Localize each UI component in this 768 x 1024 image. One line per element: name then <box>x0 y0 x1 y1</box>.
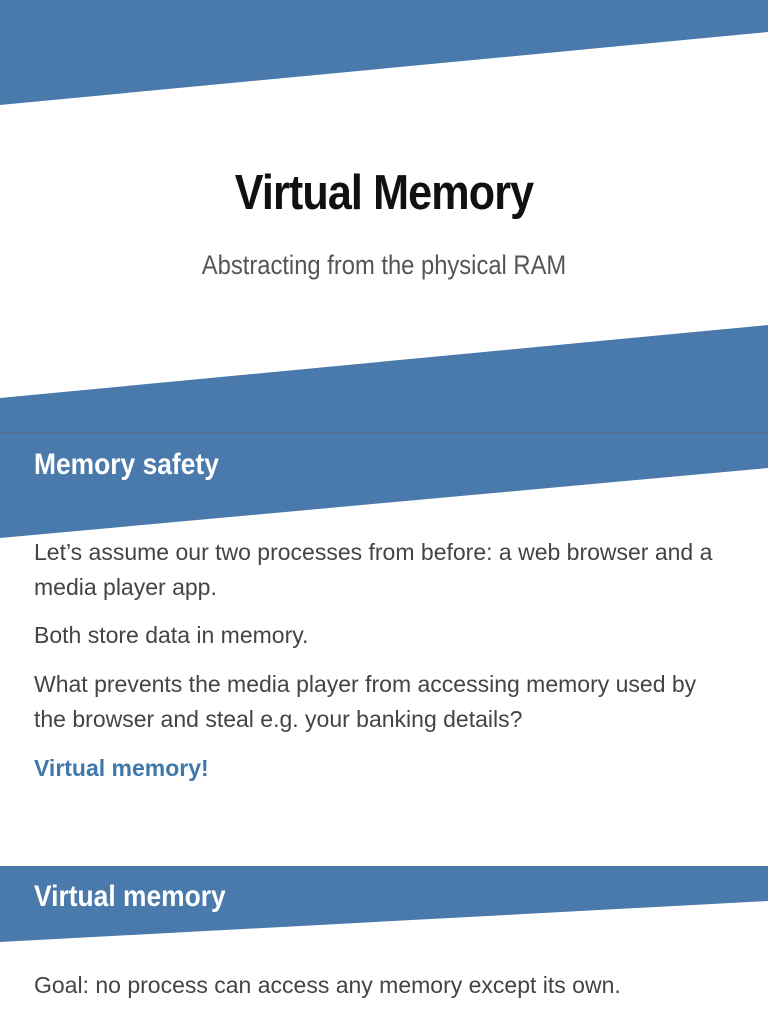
slide-subtitle: Abstracting from the physical RAM <box>201 250 567 280</box>
virtual-memory-slide <box>0 866 768 1024</box>
paragraph-goal: Goal: no process can access any memory except its own. <box>34 972 621 998</box>
memory-safety-slide <box>0 433 768 866</box>
paragraph-processes: Let’s assume our two processes from before: a web browser and a media player app. <box>34 539 713 600</box>
bottom-banner-shape <box>0 325 768 432</box>
top-banner-shape <box>0 0 768 105</box>
memory-safety-heading: Memory safety <box>34 448 219 481</box>
slide-title: Virtual Memory <box>234 166 534 220</box>
emphasis-virtual-memory: Virtual memory! <box>34 755 209 781</box>
paragraph-store-data: Both store data in memory. <box>34 622 309 648</box>
paragraph-what-prevents: What prevents the media player from accessing memory used by the browser and steal e.g. your banking details? <box>34 671 697 732</box>
virtual-memory-heading: Virtual memory <box>34 880 226 913</box>
title-slide <box>0 0 768 432</box>
